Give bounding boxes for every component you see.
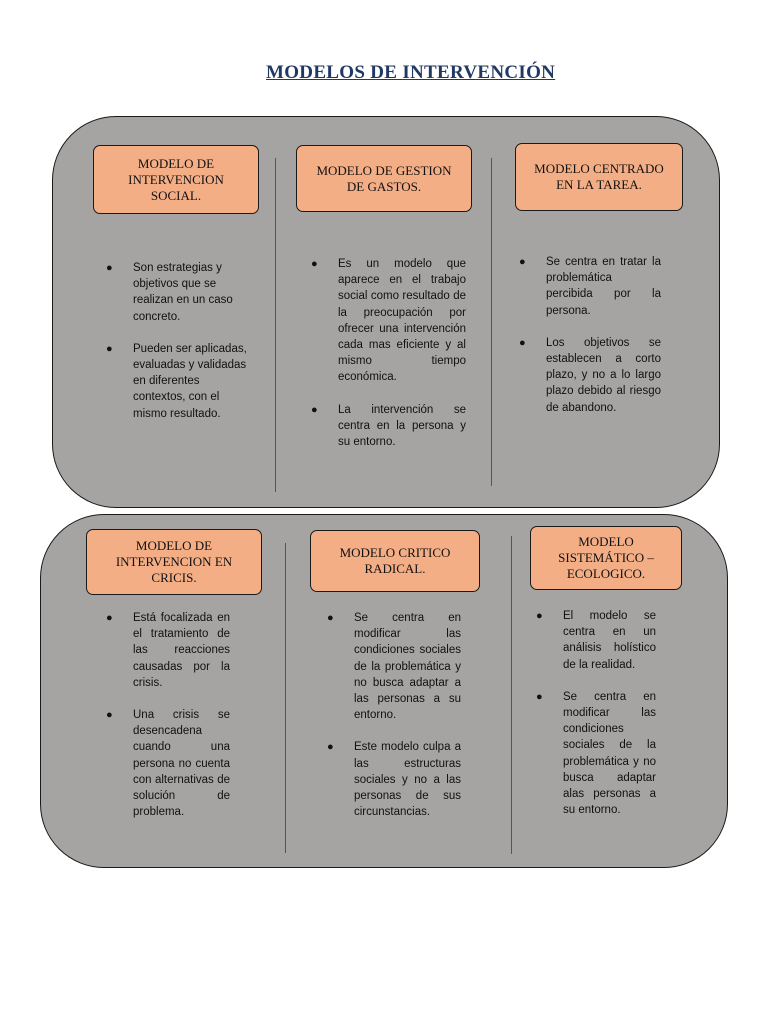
column-divider <box>511 536 512 854</box>
bullet-icon: ● <box>327 741 334 754</box>
bullet-icon: ● <box>327 612 334 624</box>
model-heading-critico-radical: MODELO CRITICO RADICAL. <box>310 530 480 592</box>
page-title: MODELOS DE INTERVENCIÓN <box>266 62 556 83</box>
bullet-list-gestion-gastos <box>311 256 466 466</box>
list-item: ● Pueden ser aplicadas, evaluadas y validadas en diferentes contextos, con el mismo resultado. <box>106 342 247 420</box>
model-heading-gestion-gastos: MODELO DE GESTION DE GASTOS. <box>296 145 472 212</box>
column-divider <box>275 158 276 492</box>
list-item: ● El modelo se centra en un análisis holístico de la realidad. <box>536 610 656 671</box>
list-item: ● Los objetivos se establecen a corto plazo, y no a lo largo plazo debido al riesgo de abandono. <box>519 336 661 414</box>
list-item: ● Son estrategias y objetivos que se realizan en un caso concreto. <box>106 262 233 323</box>
list-item: ● Se centra en modificar las condiciones sociales de la problemática y no busca adaptar alas personas a su entorno. <box>536 690 656 817</box>
bullet-icon: ● <box>106 262 113 274</box>
bullet-icon: ● <box>106 709 113 722</box>
list-item: ● La intervención se centra en la persona y su entorno. <box>311 403 466 449</box>
bullet-icon: ● <box>536 690 543 703</box>
bullet-icon: ● <box>311 258 318 270</box>
model-heading-centrado-tarea: MODELO CENTRADO EN LA TAREA. <box>515 143 683 211</box>
column-divider <box>491 158 492 486</box>
bullet-list-intervencion-social <box>106 260 253 438</box>
bullet-icon: ● <box>311 403 318 416</box>
bullet-icon: ● <box>106 612 113 624</box>
model-heading-intervencion-social: MODELO DE INTERVENCION SOCIAL. <box>93 145 259 214</box>
model-heading-intervencion-crisis: MODELO DE INTERVENCION EN CRICIS. <box>86 529 262 595</box>
list-item: ● Una crisis se desencadena cuando una persona no cuenta con alternativas de solución de problema. <box>106 709 230 819</box>
list-item: ● Es un modelo que aparece en el trabajo social como resultado de la preocupación por ofrecer una intervención cada mas eficiente y al mismo tiempo económica. <box>311 258 466 384</box>
bullet-list-centrado-tarea <box>519 254 661 432</box>
list-item: ● Se centra en modificar las condiciones sociales de la problemática y no busca adaptar a las personas a su entorno. <box>327 612 461 722</box>
bullet-icon: ● <box>519 336 526 349</box>
list-item: ● Este modelo culpa a las estructuras sociales y no a las personas de sus circunstancias. <box>327 741 461 819</box>
list-item: ● Está focalizada en el tratamiento de las reacciones causadas por la crisis. <box>106 612 230 689</box>
bullet-icon: ● <box>536 610 543 622</box>
bullet-list-sistematico-ecologico <box>536 608 656 834</box>
model-heading-sistematico-ecologico: MODELO SISTEMÁTICO – ECOLOGICO. <box>530 526 682 590</box>
list-item: ● Se centra en tratar la problemática percibida por la persona. <box>519 256 661 317</box>
column-divider <box>285 543 286 853</box>
bullet-icon: ● <box>519 256 526 268</box>
bullet-list-intervencion-crisis <box>106 610 230 836</box>
bullet-list-critico-radical <box>327 610 461 836</box>
bullet-icon: ● <box>106 342 113 355</box>
